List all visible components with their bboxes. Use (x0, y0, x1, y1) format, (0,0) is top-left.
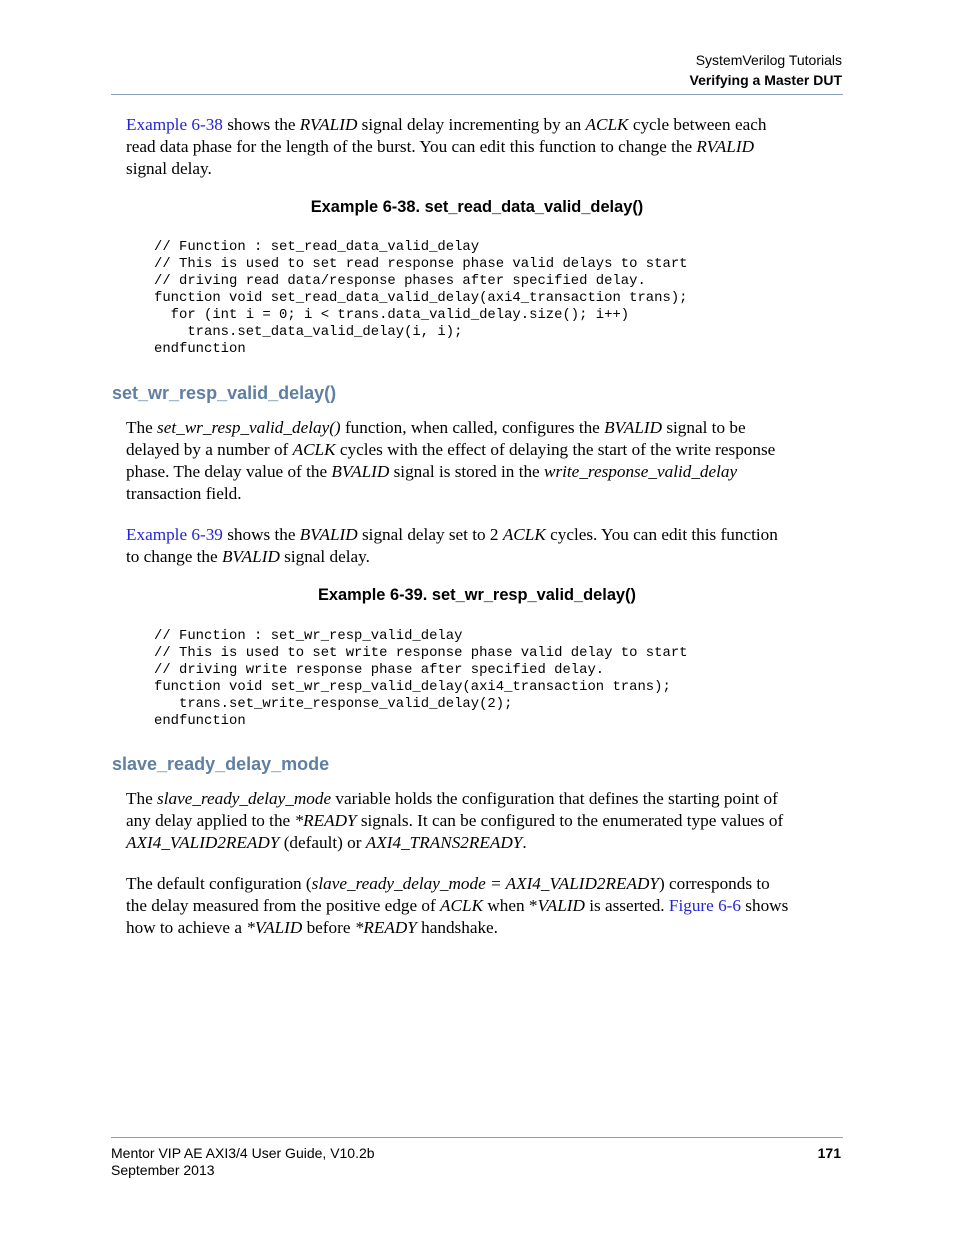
code-line: endfunction (154, 341, 246, 357)
example-6-39-caption: Example 6-39. set_wr_resp_valid_delay() (318, 586, 636, 604)
footer-title: Mentor VIP AE AXI3/4 User Guide, V10.2b (111, 1145, 375, 1161)
intro-paragraph: Example 6-38 shows the RVALID signal delay incrementing by an ACLK cycle between each read data phase for the length of the burst. You can edit this function to change the RVALID signal delay. (126, 115, 767, 178)
code-line: trans.set_data_valid_delay(i, i); (154, 324, 463, 340)
running-header-chapter: SystemVerilog Tutorials (695, 52, 842, 68)
slave-ready-paragraph-2: The default configuration (slave_ready_delay_mode = AXI4_VALID2READY) corresponds to the delay measured from the positive edge of ACLK when *VALID is asserted. Figure 6-6 shows how to achieve a *VALID before *READY handshake. (126, 874, 789, 937)
example-6-39-code (154, 628, 688, 730)
code-line: function void set_read_data_valid_delay(axi4_transaction trans); (154, 290, 688, 306)
code-line: // driving write response phase after specified delay. (154, 662, 605, 678)
code-line: endfunction (154, 713, 246, 729)
footer-rule (111, 1137, 843, 1138)
code-line: for (int i = 0; i < trans.data_valid_delay.size(); i++) (154, 307, 630, 323)
header-rule (111, 94, 843, 95)
slave-ready-paragraph-1: The slave_ready_delay_mode variable holds the configuration that defines the starting point of any delay applied to the *READY signals. It can be configured to the enumerated type values of AXI4_VALID2READY (default) or AXI4_TRANS2READY. (126, 789, 784, 852)
example-6-38-link[interactable]: Example 6-38 (126, 115, 223, 134)
code-line: // This is used to set read response phase valid delays to start (154, 256, 688, 272)
code-line: // Function : set_read_data_valid_delay (154, 239, 480, 255)
code-line: // Function : set_wr_resp_valid_delay (154, 628, 463, 644)
section-heading-slave-ready: slave_ready_delay_mode (112, 754, 330, 774)
example-6-38-caption: Example 6-38. set_read_data_valid_delay() (310, 198, 644, 216)
figure-6-6-link[interactable]: Figure 6-6 (668, 896, 741, 915)
page-number: 171 (817, 1145, 841, 1161)
code-line: function void set_wr_resp_valid_delay(axi4_transaction trans); (154, 679, 671, 695)
code-line: // This is used to set write response phase valid delay to start (154, 645, 688, 661)
code-line: trans.set_write_response_valid_delay(2); (154, 696, 513, 712)
running-header-section: Verifying a Master DUT (689, 72, 842, 88)
example-6-39-link[interactable]: Example 6-39 (126, 525, 223, 544)
wr-resp-paragraph-2: Example 6-39 shows the BVALID signal delay set to 2 ACLK cycles. You can edit this function to change the BVALID signal delay. (126, 525, 778, 566)
section-heading-wr-resp: set_wr_resp_valid_delay() (112, 383, 337, 403)
example-6-38-code (154, 239, 688, 358)
code-line: // driving read data/response phases after specified delay. (154, 273, 646, 289)
footer-date: September 2013 (111, 1162, 215, 1178)
wr-resp-paragraph-1: The set_wr_resp_valid_delay() function, when called, configures the BVALID signal to be delayed by a number of ACLK cycles with the effect of delaying the start of the write response phase. The delay value of the BVALID signal is stored in the write_response_valid_delay transaction field. (126, 418, 776, 503)
